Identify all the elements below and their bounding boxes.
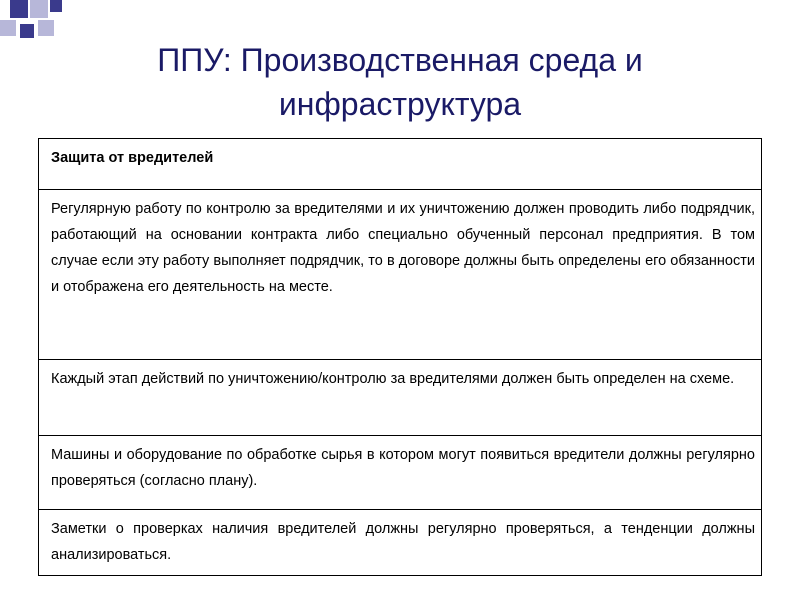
- table-header-cell: Защита от вредителей: [51, 150, 214, 166]
- deco-square-light: [30, 0, 48, 18]
- deco-square-dark: [50, 0, 62, 12]
- table-row-2: Каждый этап действий по уничтожению/контролю за вредителями должен быть определен на схеме.: [39, 359, 761, 435]
- deco-square-dark: [10, 0, 28, 18]
- pest-control-table: [38, 138, 762, 576]
- deco-square-light: [38, 20, 54, 36]
- table-row-3: Машины и оборудование по обработке сырья в котором могут появиться вредители должны регулярно проверяться (согласно плану).: [39, 435, 761, 509]
- deco-square-light: [0, 20, 16, 36]
- table-row-4: Заметки о проверках наличия вредителей должны регулярно проверяться, а тенденции должны анализироваться.: [39, 509, 761, 575]
- deco-square-dark: [20, 24, 34, 38]
- table-row-1: Регулярную работу по контролю за вредителями и их уничтожению должен проводить либо подрядчик, работающий на основании контракта либо специально обученный персонал предприятия. В том случае если эту работу выполняет подрядчик, то в договоре должны быть определены его обязанности и отображена его деятельность на месте.: [39, 189, 761, 359]
- slide-title: ППУ: Производственная среда и инфраструктура: [157, 42, 643, 122]
